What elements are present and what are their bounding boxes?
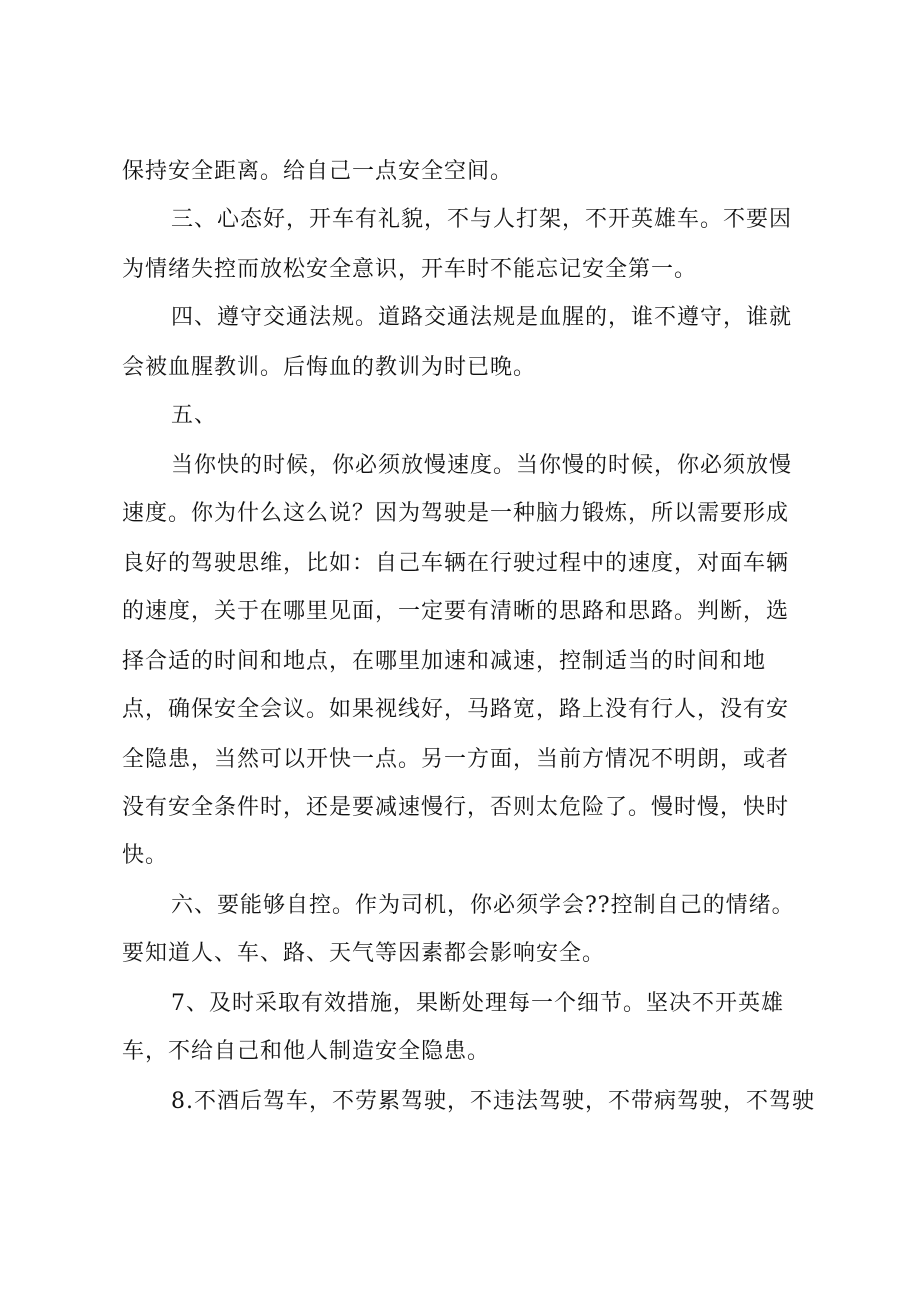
paragraph-4-line: 会被血腥教训。后悔血的教训为时已晚。	[122, 355, 537, 380]
paragraph-5-line: 良好的驾驶思维，比如：自己车辆在行驶过程中的速度，对面车辆	[122, 551, 790, 576]
paragraph-5-line: 当你快的时候，你必须放慢速度。当你慢的时候，你必须放慢	[171, 453, 793, 478]
paragraph-7-line: 7、及时采取有效措施，果断处理每一个细节。坚决不开英雄	[171, 991, 784, 1016]
paragraph-5-line: 快。	[122, 843, 169, 868]
paragraph-3-line: 为情绪失控而放松安全意识，开车时不能忘记安全第一。	[122, 257, 698, 282]
paragraph-3-line: 三、心态好，开车有礼貌，不与人打架，不开英雄车。不要因	[171, 207, 793, 232]
paragraph-6-line: 六、要能够自控。作为司机，你必须学会??控制自己的情绪。	[171, 893, 795, 918]
paragraph-8-line: 8.不酒后驾车，不劳累驾驶，不违法驾驶，不带病驾驶，不驾驶	[171, 1089, 815, 1114]
paragraph-5-line: 全隐患，当然可以开快一点。另一方面，当前方情况不明朗，或者	[122, 747, 790, 772]
paragraph-6-line: 要知道人、车、路、天气等因素都会影响安全。	[122, 941, 606, 966]
paragraph-4-line: 四、遵守交通法规。道路交通法规是血腥的，谁不遵守，谁就	[171, 305, 793, 330]
paragraph-5-line: 没有安全条件时，还是要减速慢行，否则太危险了。慢时慢，快时	[122, 795, 790, 820]
paragraph-5-line: 的速度，关于在哪里见面，一定要有清晰的思路和思路。判断，选	[122, 599, 790, 624]
paragraph-5-line: 点，确保安全会议。如果视线好，马路宽，路上没有行人，没有安	[122, 697, 790, 722]
paragraph-5-line: 速度。你为什么这么说？因为驾驶是一种脑力锻炼，所以需要形成	[122, 501, 790, 526]
text-line: 保持安全距离。给自己一点安全空间。	[122, 159, 514, 184]
paragraph-7-line: 车，不给自己和他人制造安全隐患。	[122, 1039, 491, 1064]
paragraph-5-line: 择合适的时间和地点，在哪里加速和减速，控制适当的时间和地	[122, 649, 767, 674]
paragraph-5-heading: 五、	[171, 403, 218, 428]
